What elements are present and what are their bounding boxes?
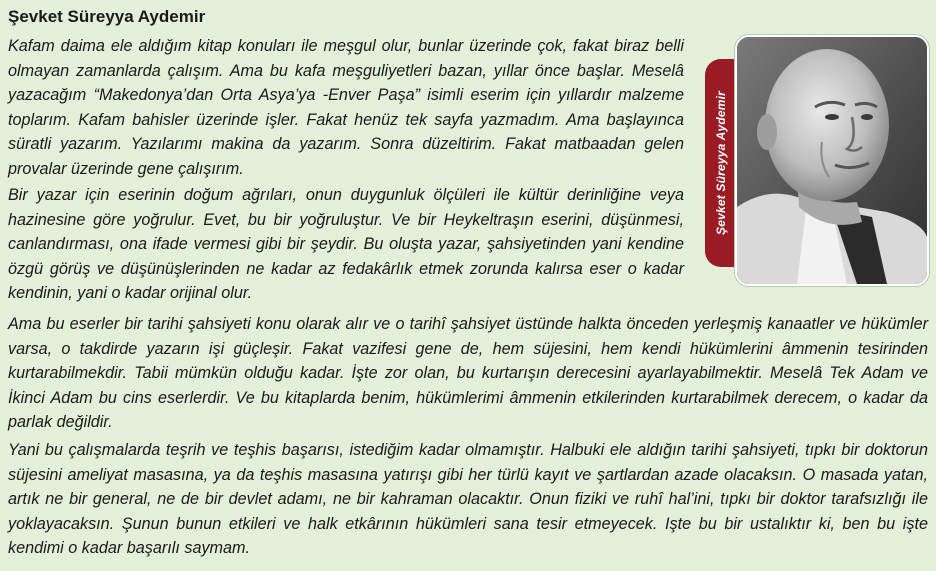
paragraph-1: Kafam daima ele aldığım kitap konuları ile meşgul olur, bunlar üzerinde çok, fakat biraz belli olmayan zamanlarda çalışım. Ama bu kafa meşguliyetleri bazan, yıllar önce başlar. Meselâ yazacağım “Makedonya’dan Orta Asya’ya -Enver Paşa” isimli eserim için yıllardır malzeme toplarım. Kafam bahisler üzerinde işler. Fakat henüz tek sayfa yazmadım. Ama başlayınca süratli yazarım. Yazılarımı makina da yazarım. Sonra düzeltirim. Fakat matbaadan gelen provalar üzerinde gene çalışırım. [8, 37, 684, 178]
page-title: Şevket Süreyya Aydemir [8, 7, 206, 26]
paragraph-4: Yani bu çalışmalarda teşrih ve teşhis başarısı, istediğim kadar olmamıştır. Halbuki ele aldığın tarihi şahsiyeti, tıpkı bir doktorun süjesini ameliyat masasına, ya da teşhis masasına yatırışı gibi her türlü kayıt ve şartlardan azade olacaksın. O masada yatan, artık ne bir general, ne de bir devlet adamı, ne bir kahraman olacaktır. Onun fiziki ve ruhî hal’ini, tıpkı bir doktor tarafsızlığı ile yoklayacaksın. Şunun bunun etkileri ve halk etkârının hükümleri sana tesir etmeyecek. Işte bu bir ustalıktır ki, ben bu işte kendimi o kadar başarılı saymam. [8, 441, 928, 558]
portrait-figure [705, 35, 927, 284]
photo-caption: Şevket Süreyya Aydemir [714, 90, 728, 236]
paragraph-2: Bir yazar için eserinin doğum ağrıları, onun duygunluk ölçüleri ile kültür derinliğine veya hazinesine göre yoğrulur. Evet, bu bir yoğruluştur. Ve bir Heykeltraşın eserini, düşünmesi, canlandırması, ona ifade vermesi gibi bir şeydir. Bu oluşta yazar, şahsiyetinden yani kendine özgü görüş ve düşünüşlerinden ne kadar az fedakârlık etmek zorunda kalırsa eser o kadar kendinin, yani o kadar orijinal olur. [8, 186, 684, 303]
paragraph-3: Ama bu eserler bir tarihi şahsiyeti konu olarak alır ve o tarihî şahsiyet üstünde halkta önceden yerleşmiş kanaatler ve hükümler varsa, o takdirde yazarın işi güçleşir. Fakat vazifesi gene de, hem süjesini, hem kendi hükümlerini âmmenin tesirinden kurtarabilmekdir. Tabii mümkün olduğu kadar. İşte zor olan, bu kurtarışın derecesini ayarlayabilmektir. Meselâ Tek Adam ve İkinci Adam bu cins eserlerdir. Ve bu kitaplarda benim, hükümlerimi âmmenin etkilerinden kurtarabilmek derecem, o kadar da parlak değildir. [8, 315, 928, 432]
portrait-photo [735, 35, 929, 286]
portrait-image [737, 37, 927, 284]
